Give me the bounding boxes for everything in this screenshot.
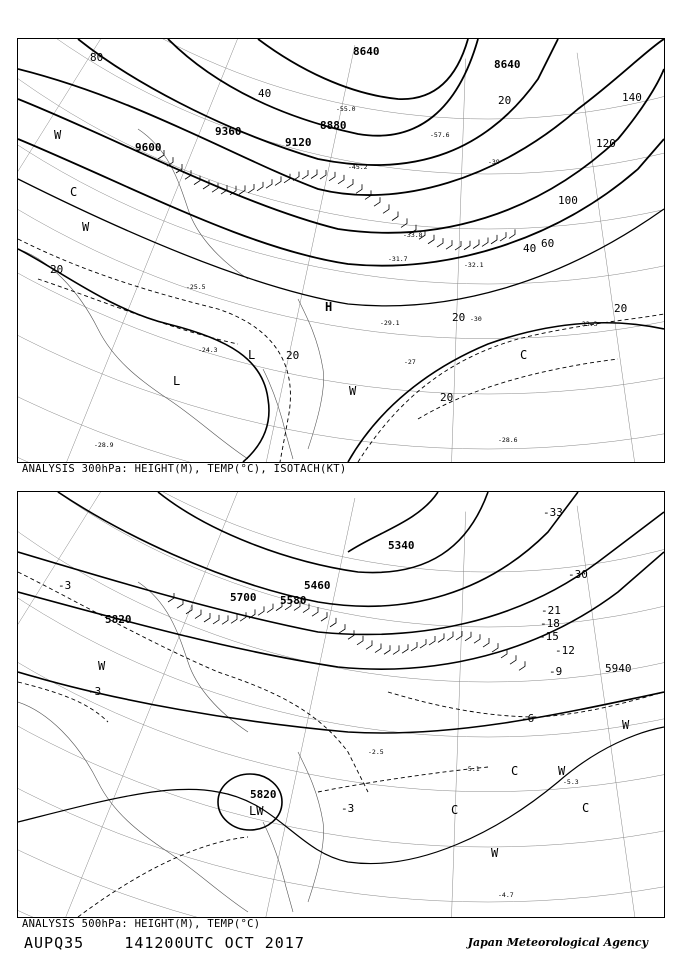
wind-barb xyxy=(492,643,498,652)
wind-barb xyxy=(311,170,317,179)
isotach-label: 60 xyxy=(541,237,555,250)
chart-identifier xyxy=(24,934,305,952)
temp-label: -12 xyxy=(555,644,575,657)
wind-barb xyxy=(231,614,237,623)
latitude-line xyxy=(18,39,664,462)
meridian-line xyxy=(18,492,248,917)
temp-label: -25.5 xyxy=(186,283,206,291)
height-label: 5820 xyxy=(105,613,132,626)
height-label: 8880 xyxy=(320,119,347,132)
low-center: L xyxy=(173,374,181,388)
height-contour xyxy=(18,39,664,195)
temp-label: -9 xyxy=(549,665,563,678)
meridian-line xyxy=(18,492,60,912)
chart-300hpa-map xyxy=(18,39,664,462)
wind-barb xyxy=(275,176,281,185)
temp-label: -18 xyxy=(540,617,560,630)
meridian-line xyxy=(18,39,149,462)
wind-barb xyxy=(195,610,201,619)
height-contour xyxy=(158,492,488,573)
latitude-line xyxy=(18,39,664,462)
wind-barb xyxy=(465,632,471,641)
wind-barb xyxy=(320,170,326,179)
pressure-centers xyxy=(98,659,630,860)
temp-label: -28.9 xyxy=(94,441,114,449)
wind-barb xyxy=(483,638,489,647)
height-contour xyxy=(18,672,664,733)
isotach-label: 20 xyxy=(452,311,466,324)
height-contours xyxy=(18,39,664,462)
wind-barb xyxy=(500,232,506,241)
wind-barb xyxy=(437,238,443,247)
wind-barb xyxy=(383,204,389,213)
wind-barb xyxy=(338,175,344,184)
temp-label: -15 xyxy=(539,630,559,643)
temp-label: -4.7 xyxy=(498,891,514,899)
meridian-line xyxy=(197,498,355,917)
height-label: 5580 xyxy=(280,594,307,607)
height-label: 5940 xyxy=(605,662,632,675)
wind-barb xyxy=(222,615,228,624)
wind-barb xyxy=(519,661,525,670)
wind-barb xyxy=(240,612,246,621)
wind-barb xyxy=(401,218,407,227)
latitude-line xyxy=(18,492,664,847)
temp-label: -31.7 xyxy=(388,255,408,263)
meridian-line xyxy=(439,512,466,917)
temp-label: -57.6 xyxy=(430,131,450,139)
wind-barb xyxy=(392,212,398,221)
wind-barb xyxy=(329,172,335,181)
latitude-line xyxy=(18,492,664,917)
temp-label: -5.3 xyxy=(563,778,579,786)
isotach-label: 20 xyxy=(614,302,628,315)
wind-barb xyxy=(510,655,516,664)
wind-barb xyxy=(482,237,488,246)
chart-300hpa-panel xyxy=(17,38,665,463)
temp-label: -3 xyxy=(341,802,355,815)
wind-barb xyxy=(429,636,435,645)
temp-label: -33.3 xyxy=(578,320,598,328)
trough-line xyxy=(18,249,269,462)
wind-barb xyxy=(366,640,372,649)
temperature-contour xyxy=(18,572,368,792)
height-label: 8640 xyxy=(353,45,380,58)
low-center: L xyxy=(248,348,256,362)
cold-center: C xyxy=(511,764,519,778)
low-center: LW xyxy=(249,804,264,818)
high-center: H xyxy=(325,300,333,314)
wind-barb xyxy=(257,182,263,191)
coastline-mainland xyxy=(18,249,248,459)
height-label: 9360 xyxy=(215,125,242,138)
latitude-line xyxy=(18,492,664,792)
height-label: 8640 xyxy=(494,58,521,71)
isotach-label: 120 xyxy=(596,137,616,150)
temp-label: -6 xyxy=(521,712,535,725)
wind-barb xyxy=(330,618,336,627)
wind-barb xyxy=(258,606,264,615)
temp-label: -30 xyxy=(470,315,482,323)
isotach-label: 20 xyxy=(498,94,512,107)
latitude-line xyxy=(18,39,664,394)
temp-label: -24.3 xyxy=(198,346,218,354)
wind-barb xyxy=(447,632,453,641)
chart-300hpa-caption: ANALYSIS 300hPa: HEIGHT(M), TEMP(°C), ISOTACH(KT) xyxy=(22,463,347,475)
wind-barb xyxy=(339,624,345,633)
wind-barbs xyxy=(158,150,515,250)
agency-name: Japan Meteorological Agency xyxy=(467,936,648,949)
temp-label: -33 xyxy=(543,506,563,519)
temp-label: -28.6 xyxy=(498,436,518,444)
wind-barb xyxy=(213,615,219,624)
isotach-label: 80 xyxy=(90,51,104,64)
chart-500hpa-caption: ANALYSIS 500hPa: HEIGHT(M), TEMP(°C) xyxy=(22,918,261,930)
isotach-label: 140 xyxy=(622,91,642,104)
wind-barb xyxy=(356,184,362,193)
isotach-label: 20 xyxy=(50,263,64,276)
wind-barb xyxy=(393,645,399,654)
isotach-label: 20 xyxy=(440,391,454,404)
wind-barb xyxy=(464,241,470,250)
wind-barb xyxy=(357,636,363,645)
warm-center: W xyxy=(558,764,566,778)
temp-label: -27 xyxy=(404,358,416,366)
temperature-labels xyxy=(94,105,598,449)
height-contour xyxy=(18,69,664,233)
temp-label: -21 xyxy=(541,604,561,617)
warm-center: W xyxy=(622,718,630,732)
wind-barb xyxy=(384,645,390,654)
isotach-contour xyxy=(38,279,238,344)
meridian-line xyxy=(577,53,664,462)
height-label: 9120 xyxy=(285,136,312,149)
lat-lon-grid xyxy=(18,39,664,462)
latitude-line xyxy=(18,39,664,462)
temp-label: -39 xyxy=(488,158,500,166)
temp-label: -5.1 xyxy=(464,765,480,773)
temp-label: -3 xyxy=(88,685,102,698)
wind-barb xyxy=(374,197,380,206)
wind-barb xyxy=(438,633,444,642)
wind-barb xyxy=(402,644,408,653)
height-label: 5340 xyxy=(388,539,415,552)
wind-barb xyxy=(509,229,515,238)
cold-center: C xyxy=(451,803,459,817)
isotach-contours xyxy=(18,239,664,462)
isotach-label: 40 xyxy=(258,87,272,100)
warm-center: W xyxy=(349,384,357,398)
warm-center: W xyxy=(54,128,62,142)
isotach-label: 20 xyxy=(286,349,300,362)
isotach-label: 40 xyxy=(523,242,537,255)
coastline-north xyxy=(138,582,248,732)
chart-id: AUPQ35 xyxy=(24,934,85,952)
coastline-peninsula xyxy=(263,822,293,912)
wind-barb xyxy=(474,634,480,643)
temp-label: -55.0 xyxy=(336,105,356,113)
wind-barb xyxy=(312,607,318,616)
cold-center: C xyxy=(70,185,78,199)
chart-500hpa-map xyxy=(18,492,664,917)
wind-barb xyxy=(428,235,434,244)
latitude-line xyxy=(18,492,664,572)
meridian-line xyxy=(18,492,149,917)
temp-label: -32.1 xyxy=(464,261,484,269)
height-label: 5820 xyxy=(250,788,277,801)
latitude-line xyxy=(18,492,664,627)
chart-500hpa-panel xyxy=(17,491,665,918)
wind-barb xyxy=(455,241,461,250)
height-label: 9600 xyxy=(135,141,162,154)
temperature-contour xyxy=(78,837,248,917)
temp-label: -29.1 xyxy=(380,319,400,327)
wind-barb xyxy=(411,642,417,651)
isotach-label: 100 xyxy=(558,194,578,207)
wind-barb xyxy=(204,613,210,622)
temp-label: -33.8 xyxy=(403,231,423,239)
latitude-line xyxy=(18,39,664,339)
wind-barb xyxy=(266,179,272,188)
temp-label: -45.2 xyxy=(348,163,368,171)
wind-barb xyxy=(375,644,381,653)
coastline xyxy=(18,582,324,912)
temp-label: -30 xyxy=(568,568,588,581)
warm-center: W xyxy=(82,220,90,234)
wind-barb xyxy=(321,612,327,621)
cold-center: C xyxy=(520,348,528,362)
wind-barb xyxy=(248,184,254,193)
latitude-line xyxy=(18,492,664,917)
warm-center: W xyxy=(491,846,499,860)
latitude-line xyxy=(18,492,664,917)
wind-barb xyxy=(177,599,183,608)
temperature-contour xyxy=(318,767,488,792)
temp-label: -3 xyxy=(58,579,72,592)
warm-center: W xyxy=(98,659,106,673)
isotach-labels xyxy=(50,51,642,404)
height-label: 5700 xyxy=(230,591,257,604)
wind-barb xyxy=(267,604,273,613)
wind-barb xyxy=(491,235,497,244)
wind-barb xyxy=(473,239,479,248)
chart-datetime: 141200UTC OCT 2017 xyxy=(124,934,305,952)
cold-center: C xyxy=(582,801,590,815)
coastline xyxy=(18,129,324,459)
wind-barb xyxy=(446,240,452,249)
temp-label: -2.5 xyxy=(368,748,384,756)
height-label: 5460 xyxy=(304,579,331,592)
wind-barb xyxy=(302,170,308,179)
lat-lon-grid xyxy=(18,492,664,917)
wind-barb xyxy=(347,179,353,188)
wind-barb xyxy=(420,639,426,648)
